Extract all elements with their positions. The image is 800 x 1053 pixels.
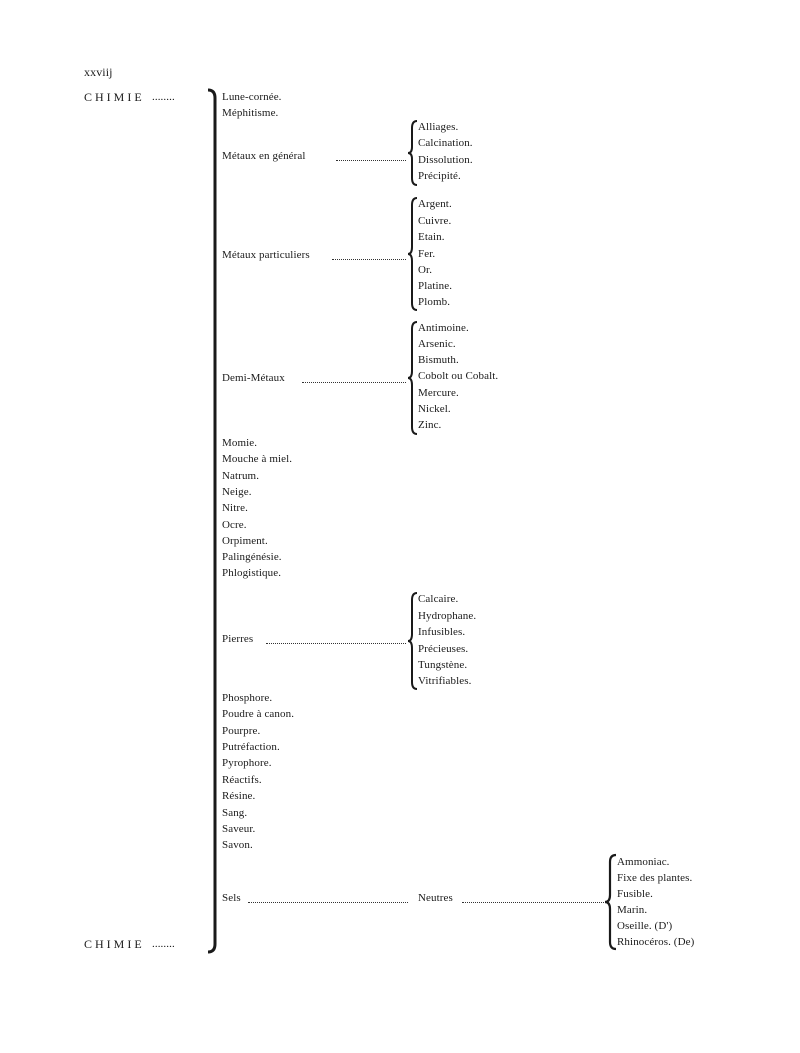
main-item: Phosphore. (222, 692, 273, 704)
sub-item: Cuivre. (418, 215, 452, 227)
main-item: Saveur. (222, 823, 256, 835)
main-item: Poudre à canon. (222, 708, 295, 720)
dotted-leader (248, 902, 408, 903)
dotted-leader (336, 160, 406, 161)
sub-item: Vitrifiables. (418, 675, 472, 687)
heading-leader-top: ........ (152, 91, 175, 103)
sub-item: Précieuses. (418, 643, 469, 655)
main-item: Momie. (222, 437, 258, 449)
main-item: Réactifs. (222, 774, 262, 786)
sub-item: Tungstène. (418, 659, 468, 671)
main-item: Pourpre. (222, 725, 261, 737)
main-item: Putréfaction. (222, 741, 280, 753)
sub-item: Nickel. (418, 403, 451, 415)
sub-item: Fusible. (617, 888, 653, 900)
sels-neutres-label: Neutres (418, 892, 453, 904)
main-item-sels: Sels (222, 892, 241, 904)
main-item: Ocre. (222, 519, 247, 531)
heading-leader-bottom: ........ (152, 938, 175, 950)
sub-item: Arsenic. (418, 338, 456, 350)
sub-item: Cobolt ou Cobalt. (418, 370, 499, 382)
dotted-leader (302, 382, 406, 383)
main-item: Lune-cornée. (222, 91, 282, 103)
main-item: Natrum. (222, 470, 260, 482)
sub-item: Marin. (617, 904, 648, 916)
dotted-leader (462, 902, 606, 903)
heading-chimie-bottom: CHIMIE (84, 937, 145, 951)
main-item: Savon. (222, 839, 253, 851)
dotted-leader (332, 259, 406, 260)
heading-chimie-top: CHIMIE (84, 90, 145, 104)
sub-item: Ammoniac. (617, 856, 670, 868)
main-item-demi-metaux: Demi-Métaux (222, 372, 285, 384)
main-item: Palingénésie. (222, 551, 282, 563)
brace-sels-neutres (604, 854, 618, 950)
page-number: xxviij (84, 65, 113, 79)
main-brace (206, 88, 220, 954)
sub-item: Infusibles. (418, 626, 466, 638)
sub-item: Alliages. (418, 121, 459, 133)
sub-item: Zinc. (418, 419, 442, 431)
sub-item: Dissolution. (418, 154, 473, 166)
sub-item: Fer. (418, 248, 436, 260)
main-item: Sang. (222, 807, 248, 819)
main-item: Pyrophore. (222, 757, 272, 769)
main-item-metaux-particuliers: Métaux particuliers (222, 249, 310, 261)
main-item: Nitre. (222, 502, 248, 514)
main-item-pierres: Pierres (222, 633, 254, 645)
sub-item: Or. (418, 264, 433, 276)
sub-item: Platine. (418, 280, 453, 292)
main-item: Résine. (222, 790, 256, 802)
main-item-metaux-general: Métaux en général (222, 150, 306, 162)
sub-item: Antimoine. (418, 322, 469, 334)
sub-item: Oseille. (D') (617, 920, 673, 932)
main-item: Orpiment. (222, 535, 268, 547)
sub-item: Bismuth. (418, 354, 459, 366)
sub-item: Argent. (418, 198, 452, 210)
sub-item: Calcaire. (418, 593, 459, 605)
sub-item: Fixe des plantes. (617, 872, 693, 884)
sub-item: Plomb. (418, 296, 451, 308)
sub-item: Hydrophane. (418, 610, 477, 622)
dotted-leader (266, 643, 406, 644)
main-item: Mouche à miel. (222, 453, 293, 465)
sub-item: Etain. (418, 231, 445, 243)
main-item: Phlogistique. (222, 567, 282, 579)
main-item: Méphitisme. (222, 107, 279, 119)
main-item: Neige. (222, 486, 252, 498)
sub-item: Calcination. (418, 137, 473, 149)
sub-item: Rhinocéros. (De) (617, 936, 695, 948)
sub-item: Précipité. (418, 170, 461, 182)
sub-item: Mercure. (418, 387, 459, 399)
